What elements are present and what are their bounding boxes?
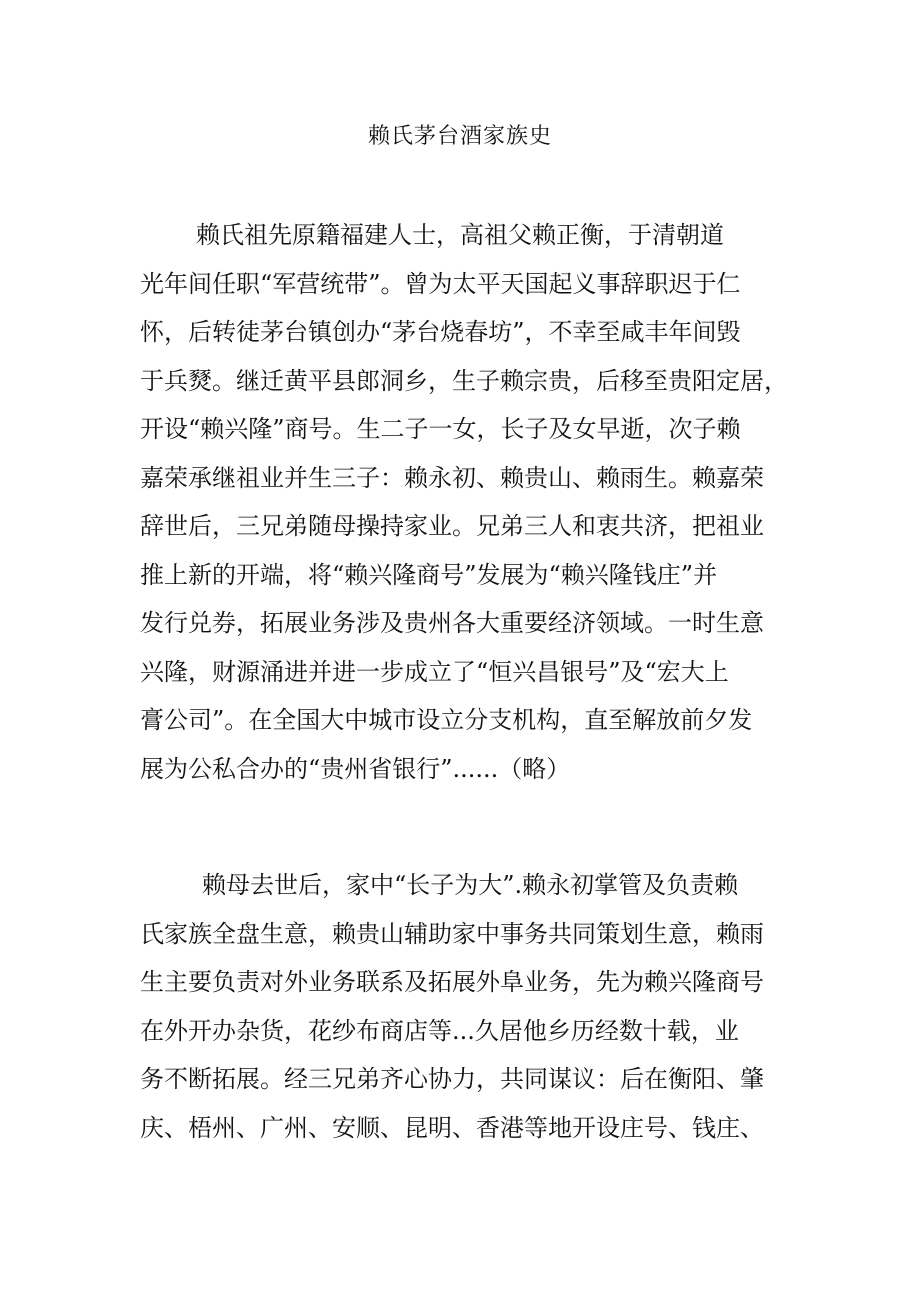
paragraph-line: 推上新的开端，将“赖兴隆商号”发展为“赖兴隆钱庄”并	[140, 560, 718, 589]
paragraph-line: 兴隆，财源涌进并进一步成立了“恒兴昌银号”及“宏大上	[140, 657, 729, 686]
paragraph-2	[140, 861, 790, 1152]
paragraph-line: 发行兑券，拓展业务涉及贵州各大重要经济领域。一时生意	[140, 609, 764, 637]
paragraph-1	[140, 211, 790, 793]
paragraph-line: 膏公司”。在全国大中城市设立分支机构，直至解放前夕发	[140, 706, 753, 734]
paragraph-line: 庆、梧州、广州、安顺、昆明、香港等地开设庄号、钱庄、	[140, 1113, 764, 1142]
paragraph-line: 于兵燹。继迁黄平县郎洞乡，生子赖宗贵，后移至贵阳定居，	[140, 366, 788, 395]
paragraph-line: 光年间任职“军营统带”。曾为太平天国起义事辞职迟于仁	[140, 269, 741, 298]
paragraph-line: 赖母去世后，家中“长子为大”.赖永初掌管及负责赖	[202, 871, 739, 899]
paragraph-line: 赖氏祖先原籍福建人士，高祖父赖正衡，于清朝道	[196, 221, 724, 249]
paragraph-line: 开设“赖兴隆”商号。生二子一女，长子及女早逝，次子赖	[140, 415, 741, 443]
paragraph-line: 怀，后转徒茅台镇创办“茅台烧春坊”，不幸至咸丰年间毁	[140, 318, 741, 346]
paragraph-line: 务不断拓展。经三兄弟齐心协力，共同谋议：后在衡阳、肇	[140, 1065, 764, 1093]
paragraph-line: 展为公私合办的“贵州省银行”......（略）	[140, 754, 571, 783]
paragraph-line: 在外开办杂货，花纱布商店等...久居他乡历经数十载，业	[140, 1016, 739, 1045]
document-title: 赖氏茅台酒家族史	[367, 124, 552, 149]
paragraph-line: 嘉荣承继祖业并生三子：赖永初、赖贵山、赖雨生。赖嘉荣	[140, 463, 764, 492]
paragraph-line: 生主要负责对外业务联系及拓展外阜业务，先为赖兴隆商号	[140, 968, 764, 996]
paragraph-line: 氏家族全盘生意，赖贵山辅助家中事务共同策划生意，赖雨	[140, 919, 764, 948]
paragraph-line: 辞世后，三兄弟随母操持家业。兄弟三人和衷共济，把祖业	[140, 512, 764, 540]
